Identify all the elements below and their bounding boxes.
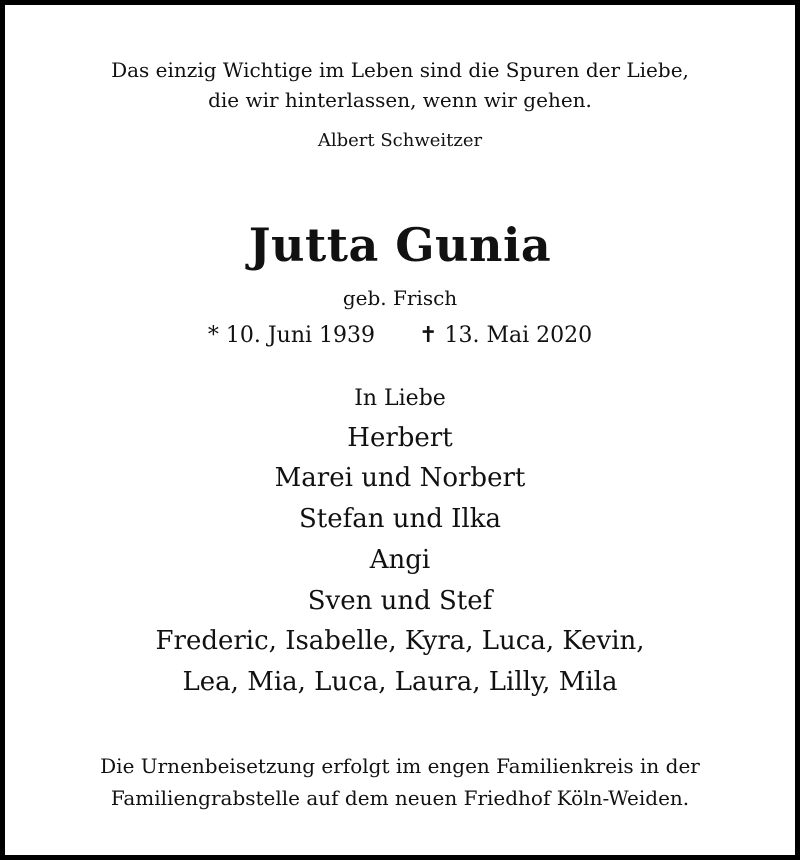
life-dates	[0, 325, 800, 347]
quote-line-2: die wir hinterlassen, wenn wir gehen.	[208, 88, 592, 112]
burial-notice-line-2: Familiengrabstelle auf dem neuen Friedhof Köln-Weiden.	[110, 786, 690, 810]
death-date: ✝ 13. Mai 2020	[419, 323, 593, 348]
birth-date: * 10. Juni 1939	[207, 323, 376, 348]
quote-line-1: Das einzig Wichtige im Leben sind die Spuren der Liebe,	[111, 58, 689, 82]
birth-name: geb. Frisch	[342, 286, 458, 310]
mourner-line: Herbert	[347, 423, 453, 453]
mourner-line: Frederic, Isabelle, Kyra, Luca, Kevin,	[155, 626, 645, 656]
deceased-name: Jutta Gunia	[248, 218, 552, 272]
mourner-line: Angi	[369, 545, 431, 575]
mourner-line: Stefan und Ilka	[298, 504, 502, 534]
mourner-line: Sven und Stef	[307, 586, 493, 616]
quote-author: Albert Schweitzer	[317, 130, 483, 151]
mourner-line: Lea, Mia, Luca, Laura, Lilly, Mila	[182, 667, 618, 697]
mourner-line: Marei und Norbert	[274, 463, 526, 493]
mourners-intro: In Liebe	[354, 386, 446, 411]
burial-notice-line-1: Die Urnenbeisetzung erfolgt im engen Familienkreis in der	[100, 754, 700, 778]
